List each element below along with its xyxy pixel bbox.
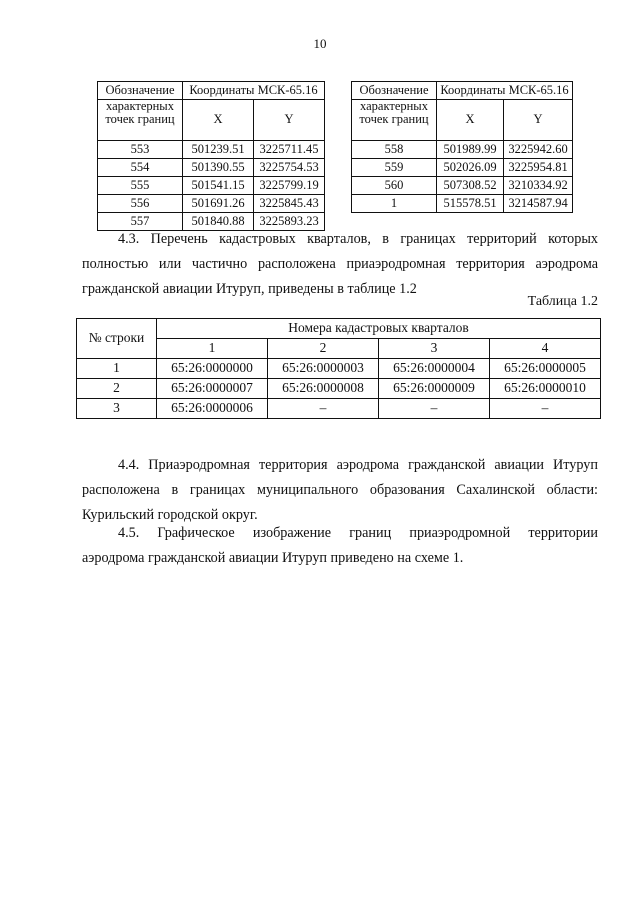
table-caption: Таблица 1.2 xyxy=(527,294,598,309)
paragraph-line: Курильский городской округ. xyxy=(82,507,258,523)
table-row xyxy=(352,159,573,177)
point-cell: 559 xyxy=(352,159,437,177)
table-row xyxy=(77,359,601,379)
column-number: 2 xyxy=(268,339,379,359)
column-number: 3 xyxy=(379,339,490,359)
coords-title-header: Координаты МСК-65.16 xyxy=(183,82,325,100)
table-row xyxy=(352,195,573,213)
quarter-cell: 65:26:0000000 xyxy=(157,359,268,379)
coord-table-right xyxy=(351,81,573,213)
x-cell: 501239.51 xyxy=(183,141,254,159)
y-cell: 3225893.23 xyxy=(254,213,325,231)
y-cell: 3214587.94 xyxy=(504,195,573,213)
x-cell: 507308.52 xyxy=(437,177,504,195)
point-cell: 560 xyxy=(352,177,437,195)
y-cell: 3225845.43 xyxy=(254,195,325,213)
table-row xyxy=(77,379,601,399)
quarter-cell: 65:26:0000004 xyxy=(379,359,490,379)
paragraph-4-3 xyxy=(82,227,598,302)
row-number-cell: 1 xyxy=(77,359,157,379)
x-cell: 501691.26 xyxy=(183,195,254,213)
point-cell: 557 xyxy=(98,213,183,231)
x-cell: 501390.55 xyxy=(183,159,254,177)
y-cell: 3225754.53 xyxy=(254,159,325,177)
table-row xyxy=(98,177,325,195)
x-cell: 515578.51 xyxy=(437,195,504,213)
y-cell: 3225954.81 xyxy=(504,159,573,177)
quarter-cell: 65:26:0000010 xyxy=(490,379,601,399)
point-cell: 556 xyxy=(98,195,183,213)
table-row xyxy=(77,399,601,419)
table-row xyxy=(98,159,325,177)
point-cell: 558 xyxy=(352,141,437,159)
row-number-cell: 3 xyxy=(77,399,157,419)
column-number: 1 xyxy=(157,339,268,359)
point-cell: 553 xyxy=(98,141,183,159)
x-header: X xyxy=(183,100,254,141)
x-cell: 501840.88 xyxy=(183,213,254,231)
paragraph-line: расположена в границах муниципального образования Сахалинской области: xyxy=(82,482,598,498)
table-row xyxy=(98,195,325,213)
cadastral-table xyxy=(76,318,601,419)
paragraph-line: полностью или частично расположена приаэродромная территория аэродрома xyxy=(82,256,598,272)
quarter-cell: 65:26:0000006 xyxy=(157,399,268,419)
paragraph-line: 4.3. Перечень кадастровых кварталов, в границах территорий которых xyxy=(118,231,598,247)
paragraph-line: аэродрома гражданской авиации Итуруп приведено на схеме 1. xyxy=(82,550,464,566)
row-number-cell: 2 xyxy=(77,379,157,399)
paragraph-line: 4.5. Графическое изображение границ приаэродромной территории xyxy=(118,525,598,541)
x-header: X xyxy=(437,100,504,141)
quarter-cell: 65:26:0000005 xyxy=(490,359,601,379)
quarters-group-header: Номера кадастровых кварталов xyxy=(157,319,601,339)
coords-title-header: Координаты МСК-65.16 xyxy=(437,82,573,100)
x-cell: 502026.09 xyxy=(437,159,504,177)
designation-header: Обозначение xyxy=(352,82,437,100)
y-cell: 3225711.45 xyxy=(254,141,325,159)
y-header: Y xyxy=(254,100,325,141)
point-cell: 555 xyxy=(98,177,183,195)
row-number-header: № строки xyxy=(77,319,157,359)
quarter-cell: 65:26:0000003 xyxy=(268,359,379,379)
paragraph-4-5 xyxy=(82,496,598,571)
designation-subheader: характерных точек границ xyxy=(98,100,183,141)
coord-table-left xyxy=(97,81,325,231)
quarter-cell: – xyxy=(490,399,601,419)
y-header: Y xyxy=(504,100,573,141)
x-cell: 501541.15 xyxy=(183,177,254,195)
x-cell: 501989.99 xyxy=(437,141,504,159)
quarter-cell: 65:26:0000007 xyxy=(157,379,268,399)
quarter-cell: 65:26:0000008 xyxy=(268,379,379,399)
table-row xyxy=(352,141,573,159)
y-cell: 3225799.19 xyxy=(254,177,325,195)
y-cell: 3225942.60 xyxy=(504,141,573,159)
table-row xyxy=(352,177,573,195)
quarter-cell: 65:26:0000009 xyxy=(379,379,490,399)
quarter-cell: – xyxy=(268,399,379,419)
column-number: 4 xyxy=(490,339,601,359)
page-number: 10 xyxy=(313,36,327,51)
designation-subheader: характерных точек границ xyxy=(352,100,437,141)
paragraph-line: гражданской авиации Итуруп, приведены в таблице 1.2 xyxy=(82,281,417,297)
designation-header: Обозначение xyxy=(98,82,183,100)
table-row xyxy=(98,141,325,159)
paragraph-line: 4.4. Приаэродромная территория аэродрома гражданской авиации Итуруп xyxy=(118,457,598,473)
quarter-cell: – xyxy=(379,399,490,419)
y-cell: 3210334.92 xyxy=(504,177,573,195)
point-cell: 1 xyxy=(352,195,437,213)
point-cell: 554 xyxy=(98,159,183,177)
